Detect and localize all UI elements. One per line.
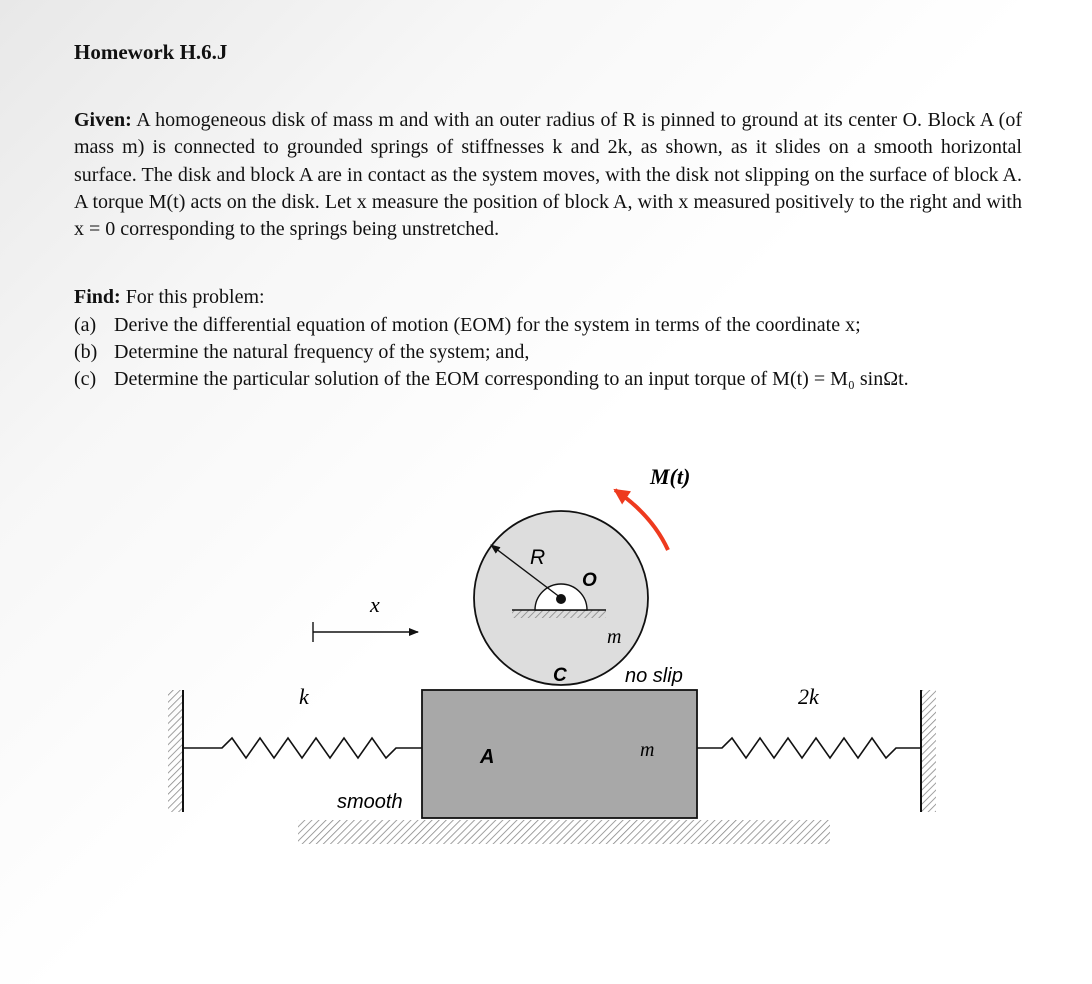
torque-label: M(t) — [650, 464, 691, 489]
center-label: O — [582, 570, 597, 591]
page-title: Homework H.6.J — [74, 40, 228, 64]
find-item-tag: (c) — [74, 368, 97, 391]
right-wall-hatch — [922, 690, 936, 812]
block-label: A — [480, 746, 495, 768]
find-label: Find: — [74, 286, 121, 309]
find-item-tag: (a) — [74, 313, 97, 336]
ground-hatch — [298, 820, 830, 844]
given-label: Given: — [74, 109, 132, 131]
left-spring — [183, 738, 422, 758]
left-wall-hatch — [168, 690, 182, 812]
find-intro-text: For this problem: — [125, 286, 265, 309]
left-spring-label: k — [299, 684, 309, 709]
contact-label: C — [553, 665, 567, 686]
find-item-text: Derive the differential equation of motion (EOM) for the system in terms of the coordinate x; — [114, 313, 861, 336]
find-item-tag: (b) — [74, 341, 98, 364]
block-mass-label: m — [640, 739, 655, 761]
pin-ground-hatch — [512, 610, 606, 618]
no-slip-label: no slip — [625, 665, 683, 687]
coordinate-label: x — [370, 592, 380, 617]
right-spring — [697, 738, 921, 758]
find-item-text: Determine the particular solution of the EOM corresponding to an input torque of M(t) = M₀ sinΩt. — [114, 368, 909, 391]
disk-mass-label: m — [607, 626, 622, 648]
given-text: A homogeneous disk of mass m and with an outer radius of R is pinned to ground at its center O. Block A (of mass m) is connected to grounded springs of stiffnesses k and 2k, as shown, as it slides on a smooth horizontal surface. The disk and block A are in contact as the system moves, with the disk not slipping on the surface of block A. A torque M(t) acts on the disk. Let x measure the position of block A, with x measured positively to the right and with x = 0 corresponding to the springs being unstretched. — [74, 109, 1022, 241]
block-a — [422, 690, 697, 818]
right-spring-label: 2k — [798, 684, 819, 709]
surface-label: smooth — [337, 791, 403, 813]
radius-label: R — [530, 546, 546, 569]
find-item-text: Determine the natural frequency of the system; and, — [114, 341, 530, 364]
